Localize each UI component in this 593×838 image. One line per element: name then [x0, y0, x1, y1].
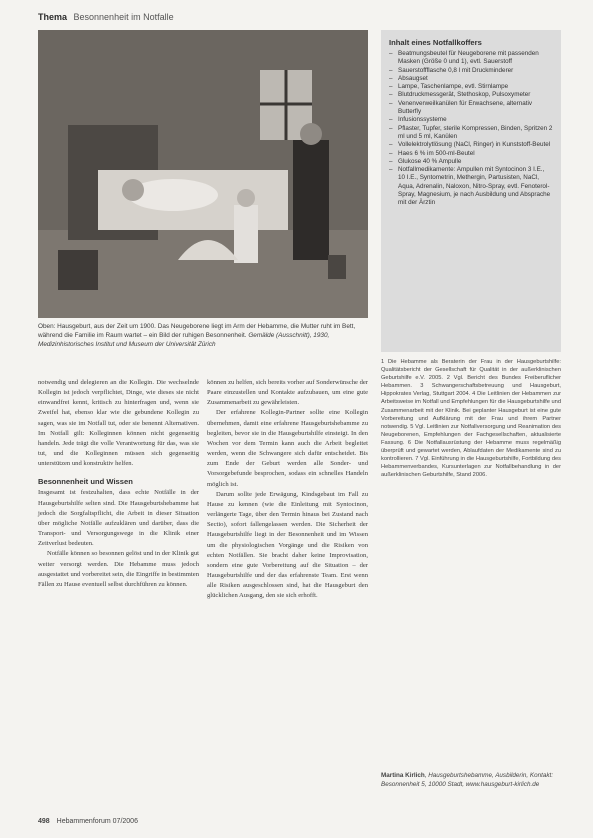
photo-caption — [38, 322, 368, 350]
kit-list — [389, 50, 553, 208]
footnotes-text: 1 Die Hebamme als Beraterin der Frau in der Hausgeburtshilfe: Qualitätsbericht der Gesellschaft für Qualität in der außerklinischen Geburtshilfe e.V. 2005. 2 Vgl. Bericht des Bundes Freiberuflicher Hebammen. 3 Schwangerschaftsbetreuung und Hausgeburt, Hippokrates Verlag, Stuttgart 2004. 4 Die Leitlinien der Hebammen zur Arbeitsweise im Notfall und Empfehlungen für die Hausgeburtshilfe und Zusammenarbeit mit der Klinik. Bei geplanter Hausgeburt ist eine gute Vorbereitung und Aufklärung mit der Frau und ihrem Partner notwendig. 5 Vgl. Leitlinien zur Notfallversorgung und Reanimation des Neugeborenen, Empfehlungen der Fachgesellschaften, aktualisierte Fassung. 6 Die Notfallausrüstung der Hebamme muss regelmäßig überprüft und gewartet werden, Ablaufdaten der Medikamente sind zu kontrollieren. 7 Vgl. Einführung in die Hausgeburtshilfe, Fortbildung des Hebammenverbandes, Kursunterlagen zur Notfallbehandlung in der außerklinischen Geburtshilfe, Stand 2006. — [381, 359, 561, 479]
list-item: – Glukose 40 % Ampulle — [389, 158, 553, 166]
caption-source: Gemälde (Ausschnitt), 1930, Medizinhistorisches Institut und Museum der Universität Zürich — [38, 332, 330, 349]
footnotes — [381, 358, 561, 479]
body-paragraph: Insgesamt ist festzuhalten, dass echte Notfälle in der Hausgeburtshilfe selten sind. Die Hausgeburtshebamme hat jedoch die Sorgfaltspflicht, die Arbeit in dieser Situation über mögliche Notfälle aufzuklären und darüber, dass die Transport- und Versorgungswege in die Klinik einer Zeitverlust bedeuten. — [38, 489, 199, 548]
body-paragraph: Notfälle können so besonnen gelöst und in der Klinik gut weiter versorgt werden. Die Hebamme muss jedoch ausgestattet und vorbereitet sein, die Eingriffe in bestimmten Fällen zu Hause eventuell selbst durchführen zu können. — [38, 550, 199, 588]
section-heading: Besonnenheit und Wissen — [38, 477, 133, 487]
list-item: – Absaugset — [389, 75, 553, 83]
author-address: Kontakt: Besonnenheit 5, 10000 Stadt, www.hausgeburt-kirlich.de — [381, 772, 553, 788]
page-header — [38, 12, 174, 22]
emergency-kit-box — [381, 30, 561, 352]
historical-photo — [38, 30, 368, 318]
page-number: 498 — [38, 818, 50, 825]
list-item: – Infusionssysteme — [389, 116, 553, 124]
section-subtitle: Besonnenheit im Notfalle — [73, 12, 174, 22]
author-role: Hausgeburtshebamme, Ausbilderin, — [428, 772, 529, 779]
list-item: – Blutdruckmessgerät, Stethoskop, Pulsoxymeter — [389, 91, 553, 99]
author-name: Martina Kirlich — [381, 772, 425, 779]
list-item: – Lampe, Taschenlampe, evtl. Stirnlampe — [389, 83, 553, 91]
page-footer — [38, 818, 138, 825]
list-item: – Notfallmedikamente: Ampullen mit Syntocinon 3 I.E., 10 I.E., Syntometrin, Methergin, Partusisten, NaCl, Aqua, Adrenalin, Naloxon, Nitro-Spray, evtl. Fenoterol-Spray, Magnesium, je nach Ausbildung und Absprache mit der Ärztin — [389, 166, 553, 207]
body-column-left — [38, 378, 199, 590]
sidebar-title: Inhalt eines Notfallkoffers — [389, 38, 482, 47]
section-label: Thema — [38, 12, 68, 22]
journal-name: Hebammenforum 07/2006 — [56, 818, 138, 825]
list-item: – Sauerstoffflasche 0,8 l mit Druckminderer — [389, 67, 553, 75]
list-item: – Pflaster, Tupfer, sterile Kompressen, Binden, Spritzen 2 ml und 5 ml, Kanülen — [389, 125, 553, 142]
body-paragraph: Darum sollte jede Erwägung, Kindsgebaut im Fall zu Hause zu kennen (wie die Einleitung mit Syntocinon, verlängerte Tage, über den Termin hinaus bei Zustand nach Sectio), sofort fallengelassen werden. Die Sicherheit der Hausgeburtshilfe liegt in der Besonnenheit und im Wissen um die physiologischen Vorgänge und die Risiken von echten Notfällen. Sie bracht daher keine Improvisation, sondern eine gute Vorbereitung auf die Situation – der Hausgeburtshilfe und der das erfahrenste Team. Erst wenn alle Risiken ausgeschlossen sind, hat die Hausgeburt den glücklichen Ausgang, den sie sich erhofft. — [207, 490, 368, 600]
list-item: – Vollelektrolytlösung (NaCl, Ringer) in Kunststoff-Beutel — [389, 141, 553, 149]
body-paragraph: Der erfahrene Kollegin-Partner sollte eine Kollegin übernehmen, damit eine erfahrene Hausgeburtshebamme zu begleiten, bevor sie in die Hausgeburtshilfe einsteigt. In den Wochen vor dem Termin kann auch die Arbeit begleitet werden, wenn die Schwangere sich dafür entscheidet. Bis zum Ende der Geburt werden alle Sonder- und Vorsorgebefunde besprochen, sodass ein schnelles Handeln möglich ist. — [207, 409, 368, 488]
body-column-middle — [207, 378, 368, 601]
caption-text: Oben: Hausgeburt, aus der Zeit um 1900. Das Neugeborene liegt im Arm der Hebamme, die Mutter ruht im Bett, während die Familie im Raum wartet – ein Bild der ruhigen Besonnenheit. — [38, 323, 356, 340]
body-paragraph: können zu helfen, sich bereits vorher auf Sonderwünsche der Paare einzustellen und Kontakte aufzubauen, um eine gute Zusammenarbeit zu gewährleisten. — [207, 379, 368, 407]
list-item: – Haes 6 % im 500-ml-Beutel — [389, 150, 553, 158]
list-item: – Beatmungsbeutel für Neugeborene mit passenden Masken (Größe 0 und 1), evtl. Sauerstoff — [389, 50, 553, 67]
body-paragraph: notwendig und delegieren an die Kollegin. Die wechselnde Kollegin ist jedoch verpflichtet, Dinge, wie dieses sie nicht einwandfrei kennt, kritisch zu hinterfragen und, wenn sie Zweifel hat, ebenso klar wie die gebundene Kollegin zu sagen, was sie im Notfall tut, oder sie benennt Alternativen. Im Notfall gilt: Kolleginnen können nicht gegenseitig handeln. Jede trägt die volle Verantwortung für das, was sie tut, und die Kolleginnen müssen sich gegenseitig unterstützen und konstruktiv helfen. — [38, 379, 199, 468]
list-item: – Venenverweilkanülen für Erwachsene, alternativ Butterfly — [389, 100, 553, 117]
author-info: Martina Kirlich, Hausgeburtshebamme, Ausbilderin, Kontakt: Besonnenheit 5, 10000 Stadt, www.hausgeburt-kirlich.de — [381, 772, 553, 788]
